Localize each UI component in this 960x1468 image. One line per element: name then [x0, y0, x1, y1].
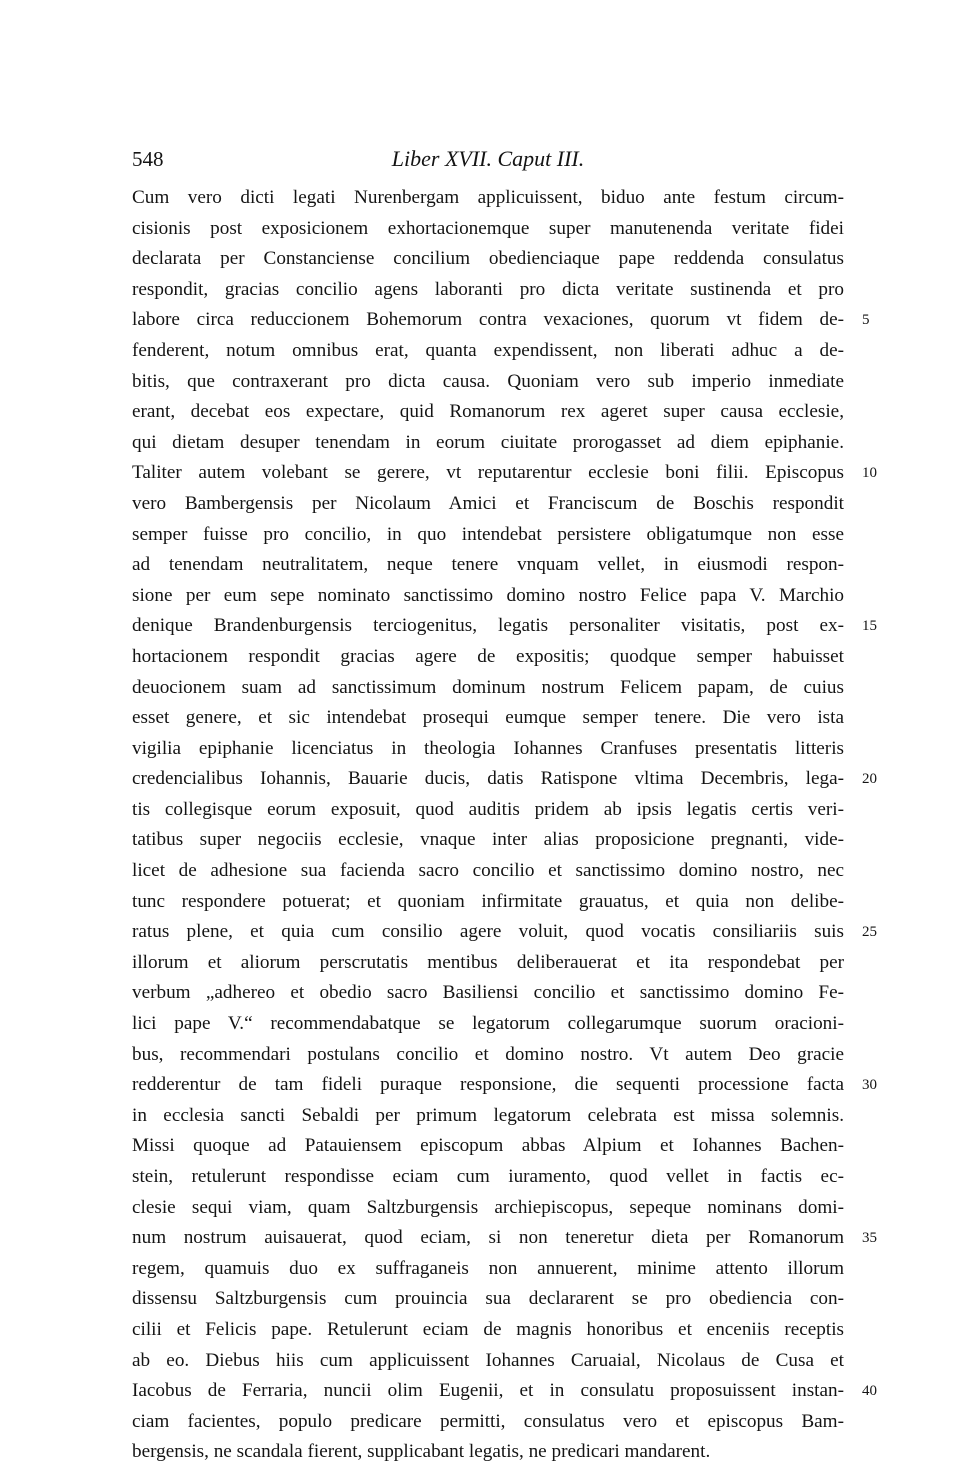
text-line: ab eo. Diebus hiis cum applicuissent Iohannes Caruaial, Nicolaus de Cusa et [132, 1349, 844, 1371]
text-line: semper fuisse pro concilio, in quo intendebat persistere obligatumque non esse [132, 523, 844, 545]
text-line: Taliter autem volebant se gerere, vt reputarentur ecclesie boni filii. Episcopus [132, 462, 844, 484]
text-line: vero Bambergensis per Nicolaum Amici et Franciscum de Boschis respondit [132, 492, 844, 514]
body-text [132, 183, 877, 1468]
text-line: clesie sequi viam, quam Saltzburgensis archiepiscopus, sepeque nominans domi- [132, 1196, 844, 1218]
line-number: 5 [862, 312, 870, 329]
text-line: fenderent, notum omnibus erat, quanta expendissent, non liberati adhuc a de- [132, 339, 844, 361]
text-line: tunc respondere potuerat; et quoniam infirmitate grauatus, et quia non delibe- [132, 890, 844, 912]
text-line: lici pape V.“ recommendabatque se legatorum collegarumque suorum oracioni- [132, 1013, 844, 1035]
line-number: 25 [862, 924, 877, 941]
text-line: Cum vero dicti legati Nurenbergam applicuissent, biduo ante festum circum- [132, 187, 844, 208]
line-number: 35 [862, 1230, 877, 1247]
text-line: regem, quamuis duo ex suffraganeis non annuerent, minime attento illorum [132, 1257, 844, 1279]
text-line: redderentur de tam fideli puraque responsione, die sequenti processione facta [132, 1074, 844, 1096]
text-line: hortacionem respondit gracias agere de expositis; quodque semper habuisset [132, 645, 844, 667]
text-line: dissensu Saltzburgensis cum prouincia sua declararent se pro obediencia con- [132, 1288, 844, 1310]
text-line: stein, retulerunt respondisse eciam cum iuramento, quod vellet in factis ec- [132, 1166, 844, 1187]
text-line: vigilia epiphanie licenciatus in theologia Iohannes Cranfuses presentatis litteris [132, 737, 844, 759]
text-line: qui dietam desuper tenendam in eorum ciuitate prorogasset ad diem epiphanie. [132, 431, 844, 453]
text-line: illorum et aliorum perscrutatis mentibus deliberauerat et ita respondebat per [132, 951, 844, 973]
line-number: 10 [862, 465, 877, 482]
text-line: ciam facientes, populo predicare permitti, consulatus vero et episcopus Bam- [132, 1410, 844, 1432]
text-line: denique Brandenburgensis terciogenitus, legatis personaliter visitatis, post ex- [132, 615, 844, 637]
text-line: bitis, que contraxerant pro dicta causa. Quoniam vero sub imperio inmediate [132, 370, 844, 392]
text-line: verbum „adhereo et obedio sacro Basiliensi concilio et sanctissimo domino Fe- [132, 982, 844, 1004]
text-line: credencialibus Iohannis, Bauarie ducis, datis Ratispone vltima Decembris, lega- [132, 768, 844, 790]
text-line: tatibus super negociis ecclesie, vnaque inter alias proposicione pregnanti, vide- [132, 829, 844, 851]
text-line: bus, recommendari postulans concilio et domino nostro. Vt autem Deo gracie [132, 1043, 844, 1065]
text-line: cisionis post exposicionem exhortacionemque super manutenenda veritate fidei [132, 217, 844, 239]
page-number: 548 [132, 147, 164, 171]
line-number: 15 [862, 618, 877, 635]
line-number: 20 [862, 771, 877, 788]
text-line: Missi quoque ad Patauiensem episcopum abbas Alpium et Iohannes Bachen- [132, 1135, 844, 1157]
text-line: declarata per Constanciense concilium obedienciaque pape reddenda consulatus [132, 248, 844, 270]
text-line: bergensis, ne scandala fierent, supplicabant legatis, ne predicari mandarent. [132, 1441, 711, 1463]
running-title: Liber XVII. Caput III. [391, 146, 585, 171]
text-line: ratus plene, et quia cum consilio agere voluit, quod vocatis consiliariis suis [132, 921, 844, 943]
text-line: esset genere, et sic intendebat prosequi eumque semper tenere. Die vero ista [132, 707, 844, 729]
text-line: respondit, gracias concilio agens laboranti pro dicta veritate sustinenda et pro [132, 278, 844, 300]
text-line: cilii et Felicis pape. Retulerunt eciam de magnis honoribus et enceniis receptis [132, 1318, 844, 1340]
text-line: erant, decebat eos expectare, quid Romanorum rex ageret super causa ecclesie, [132, 401, 844, 423]
text-line: ad tenendam neutralitatem, neque tenere vnquam vellet, in eiusmodi respon- [132, 554, 844, 576]
line-number: 30 [862, 1077, 877, 1094]
text-line: licet de adhesione sua facienda sacro concilio et sanctissimo domino nostro, nec [132, 860, 844, 882]
text-line: in ecclesia sancti Sebaldi per primum legatorum celebrata est missa solemnis. [132, 1104, 844, 1126]
text-line: Iacobus de Ferraria, nuncii olim Eugenii, et in consulatu proposuissent instan- [132, 1380, 844, 1402]
text-line: sione per eum sepe nominato sanctissimo domino nostro Felice papa V. Marchio [132, 584, 844, 606]
text-line: num nostrum auisauerat, quod eciam, si non teneretur dieta per Romanorum [132, 1227, 844, 1249]
text-line: tis collegisque eorum exposuit, quod auditis pridem ab ipsis legatis certis veri- [132, 798, 844, 820]
running-head [132, 144, 844, 174]
text-line: labore circa reduccionem Bohemorum contra vexaciones, quorum vt fidem de- [132, 309, 844, 331]
text-line: deuocionem suam ad sanctissimum dominum nostrum Felicem papam, de cuius [132, 676, 844, 698]
line-number: 40 [862, 1383, 877, 1400]
